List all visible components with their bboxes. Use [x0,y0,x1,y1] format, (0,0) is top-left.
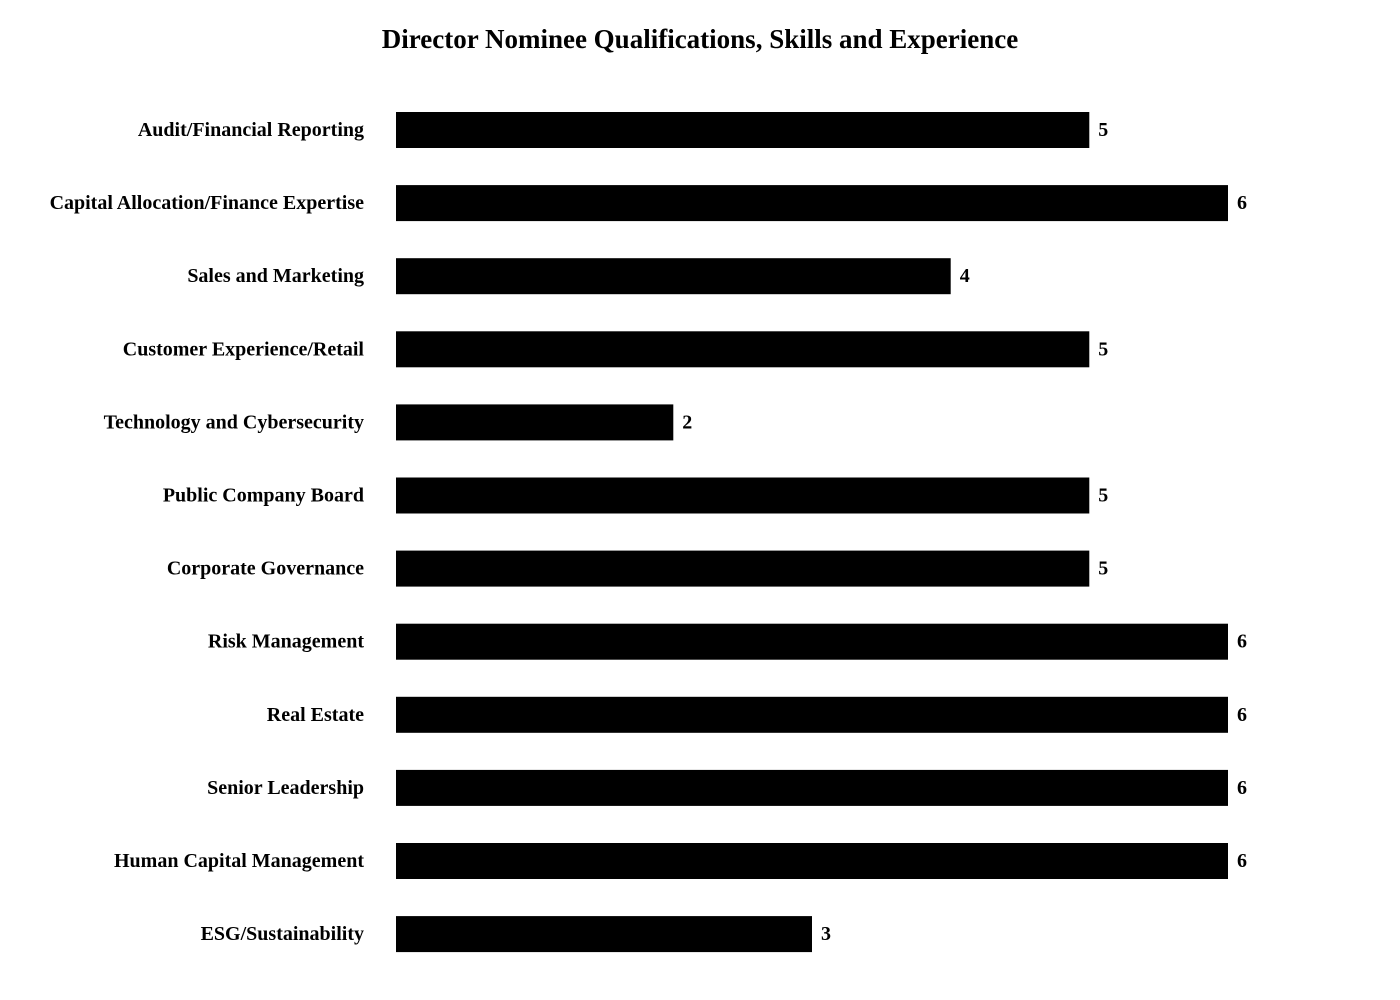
value-label: 6 [1237,192,1247,215]
value-label: 2 [682,411,693,434]
category-label: Corporate Governance [166,557,364,580]
bar [396,916,812,952]
bar [396,843,1228,879]
bar [396,551,1089,587]
value-label: 5 [1098,119,1109,141]
value-label: 6 [1237,850,1247,872]
value-label: 4 [959,265,970,288]
bar [396,331,1089,367]
bar [396,624,1228,660]
category-label: Human Capital Management [114,850,364,872]
value-label: 5 [1098,338,1109,361]
chart-title: Director Nominee Qualifications, Skills and Experience [381,24,1019,54]
category-label: Technology and Cybersecurity [103,411,364,434]
category-label: ESG/Sustainability [200,923,364,946]
value-label: 3 [821,923,831,946]
bar [396,770,1228,806]
category-label: Public Company Board [162,484,364,507]
value-label: 6 [1237,776,1247,799]
category-label: Sales and Marketing [187,265,364,288]
bar [396,478,1089,514]
category-label: Capital Allocation/Finance Expertise [49,192,364,215]
category-label: Senior Leadership [207,776,364,799]
bar [396,185,1228,221]
category-label: Customer Experience/Retail [122,338,364,361]
bar [396,112,1089,148]
category-label: Audit/Financial Reporting [137,119,364,141]
value-label: 5 [1098,484,1109,507]
category-label: Risk Management [207,630,364,653]
category-labels [50,119,365,945]
bar [396,258,951,294]
category-label: Real Estate [266,703,364,726]
bars-layer [396,112,1228,952]
bar [396,697,1228,733]
value-label: 5 [1098,557,1109,580]
value-label: 6 [1237,703,1247,726]
value-labels [682,119,1247,945]
bar [396,404,673,440]
value-label: 6 [1237,630,1247,653]
